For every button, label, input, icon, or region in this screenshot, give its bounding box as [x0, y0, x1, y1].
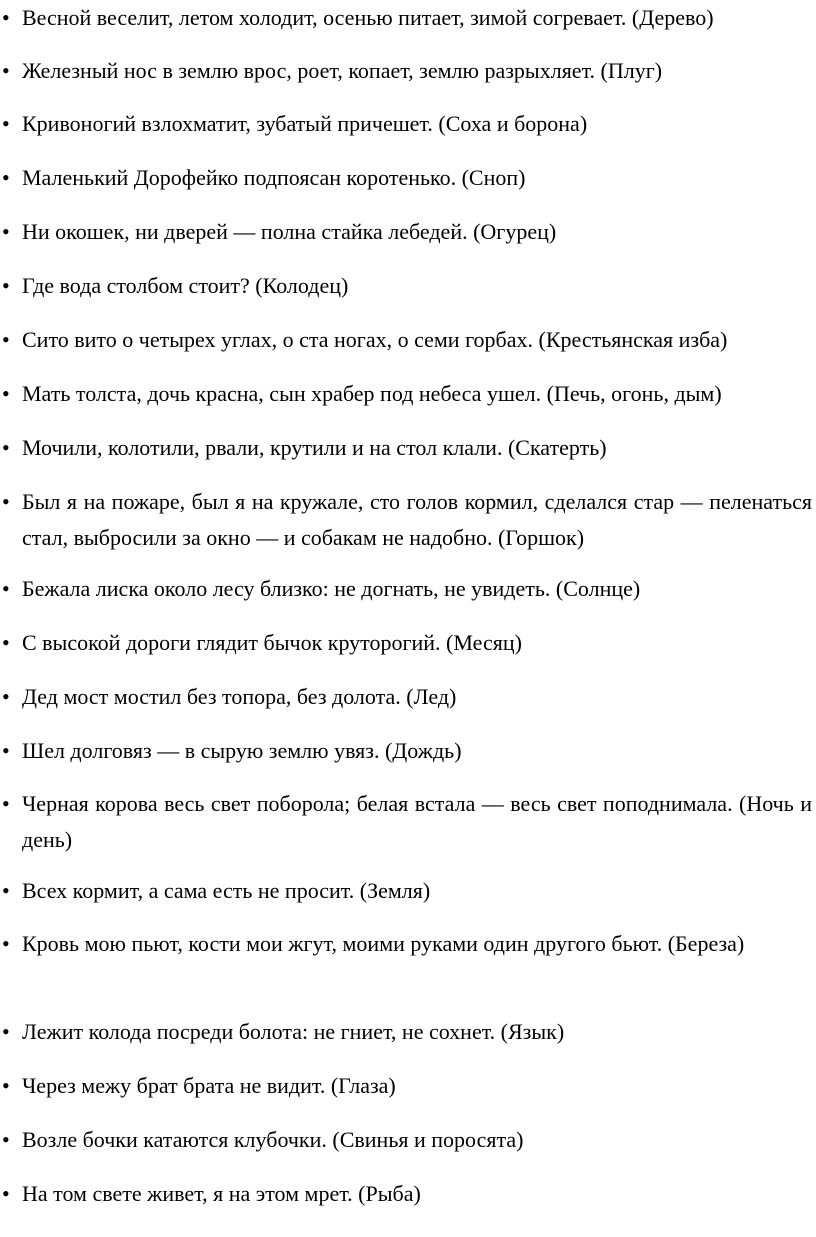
- riddle-text: Шел долговяз — в сырую землю увяз. (Дождь): [22, 738, 462, 763]
- riddle-item: [0, 571, 812, 607]
- riddle-text: Через межу брат брата не видит. (Глаза): [22, 1073, 396, 1098]
- bullet-marker: •: [2, 58, 10, 83]
- bullet-marker: •: [2, 878, 10, 903]
- riddle-item: [0, 268, 812, 304]
- riddle-item: [0, 1122, 812, 1158]
- bullet-marker: •: [2, 327, 10, 352]
- bullet-marker: •: [2, 165, 10, 190]
- bullet-marker: •: [2, 273, 10, 298]
- riddle-item: [0, 430, 812, 466]
- riddle-text: Маленький Дорофейко подпоясан коротенько. (Сноп): [22, 165, 526, 190]
- riddle-item: [0, 322, 812, 358]
- riddle-item: [0, 873, 812, 909]
- riddle-text: Железный нос в землю врос, роет, копает, землю разрыхляет. (Плуг): [22, 58, 663, 83]
- riddle-text: Лежит колода посреди болота: не гниет, не сохнет. (Язык): [22, 1019, 565, 1044]
- bullet-marker: •: [2, 1181, 10, 1206]
- riddle-item: [0, 214, 812, 250]
- riddle-text: Был я на пожаре, был я на кружале, сто голов кормил, сделался стар — пеленаться стал, выбросили за окно — и собакам не надобно. (Горшок): [22, 489, 812, 550]
- riddle-text: Дед мост мостил без топора, без долота. (Лед): [22, 684, 457, 709]
- riddle-text: С высокой дороги глядит бычок круторогий. (Месяц): [22, 630, 522, 655]
- riddle-item: [0, 1068, 812, 1104]
- riddle-item: [0, 625, 812, 661]
- bullet-marker: •: [2, 435, 10, 460]
- bullet-marker: •: [2, 111, 10, 136]
- riddle-item: [0, 926, 812, 962]
- bullet-marker: •: [2, 1019, 10, 1044]
- riddle-item: [0, 53, 812, 89]
- riddle-item: [0, 1176, 812, 1212]
- riddle-text: Бежала лиска около лесу близко: не догнать, не увидеть. (Солнце): [22, 576, 641, 601]
- bullet-marker: •: [2, 5, 10, 30]
- bullet-marker: •: [2, 489, 10, 514]
- bullet-marker: •: [2, 931, 10, 956]
- riddle-text: Где вода столбом стоит? (Колодец): [22, 273, 349, 298]
- bullet-marker: •: [2, 684, 10, 709]
- riddle-text: Весной веселит, летом холодит, осенью питает, зимой согревает. (Дерево): [22, 5, 714, 30]
- riddle-item: [0, 733, 812, 769]
- riddle-item: [0, 106, 812, 142]
- riddle-item: [0, 160, 812, 196]
- riddle-text: Всех кормит, а сама есть не просит. (Земля): [22, 878, 431, 903]
- riddle-text: На том свете живет, я на этом мрет. (Рыба): [22, 1181, 421, 1206]
- riddle-item: [0, 484, 812, 556]
- riddle-item: [0, 786, 812, 858]
- riddle-text: Сито вито о четырех углах, о ста ногах, о семи горбах. (Крестьянская изба): [22, 327, 728, 352]
- bullet-marker: •: [2, 630, 10, 655]
- bullet-marker: •: [2, 576, 10, 601]
- riddle-text: Возле бочки катаются клубочки. (Свинья и поросята): [22, 1127, 524, 1152]
- bullet-marker: •: [2, 791, 10, 816]
- riddle-text: Мочили, колотили, рвали, крутили и на стол клали. (Скатерть): [22, 435, 607, 460]
- riddle-item: [0, 1014, 812, 1050]
- riddle-text: Кровь мою пьют, кости мои жгут, моими руками один другого бьют. (Береза): [22, 931, 745, 956]
- riddle-text: Кривоногий взлохматит, зубатый причешет. (Соха и борона): [22, 111, 588, 136]
- bullet-marker: •: [2, 381, 10, 406]
- riddle-item: [0, 376, 812, 412]
- riddle-text: Черная корова весь свет поборола; белая встала — весь свет поподнимала. (Ночь и день): [22, 791, 812, 852]
- bullet-marker: •: [2, 1127, 10, 1152]
- riddle-item: [0, 0, 812, 36]
- riddle-item: [0, 679, 812, 715]
- bullet-marker: •: [2, 1073, 10, 1098]
- riddle-text: Мать толста, дочь красна, сын храбер под небеса ушел. (Печь, огонь, дым): [22, 381, 722, 406]
- bullet-marker: •: [2, 219, 10, 244]
- bullet-marker: •: [2, 738, 10, 763]
- riddle-text: Ни окошек, ни дверей — полна стайка лебедей. (Огурец): [22, 219, 557, 244]
